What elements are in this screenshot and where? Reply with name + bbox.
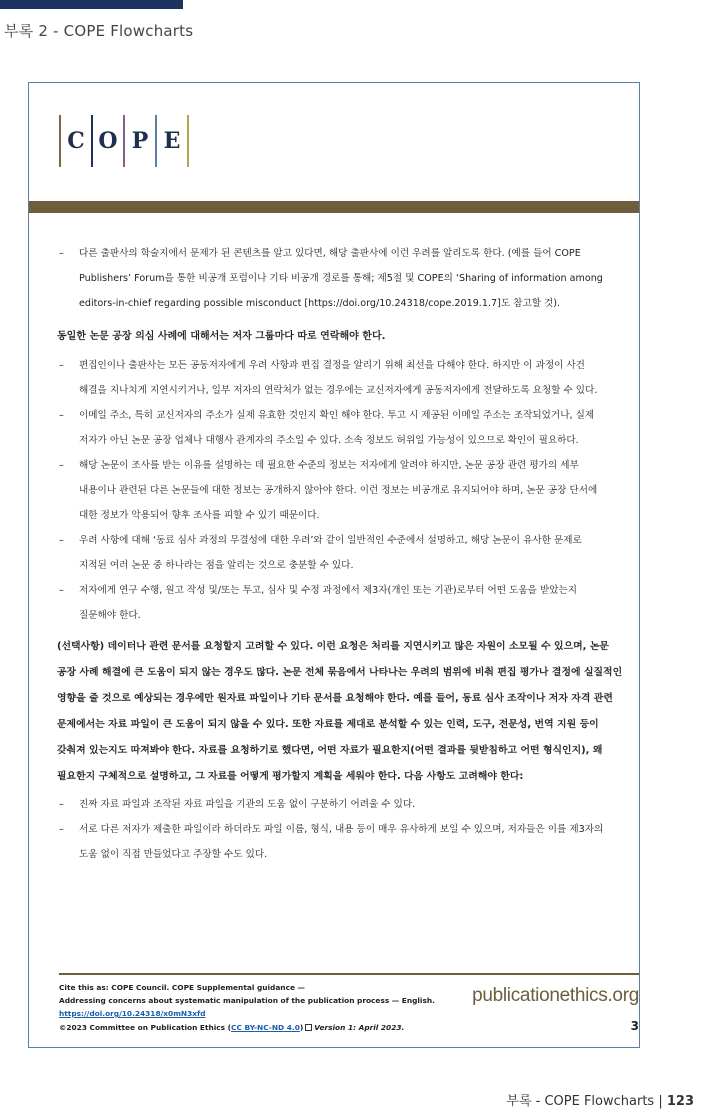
text-line: 편집인이나 출판사는 모든 공동저자에게 우려 사항과 편집 결정을 알리기 위해 최선을 다해야 한다. 하지만 이 과정이 사건 xyxy=(79,360,585,371)
text-line: editors-in-chief regarding possible misconduct [https://doi.org/10.24318/cope.2019.1.7]도 참고할 것). xyxy=(79,298,561,309)
text-line: (선택사항) 데이터나 관련 문서를 요청할지 고려할 수 있다. 이런 요청은 처리를 지연시키고 많은 자원이 소모될 수 있으며, 논문 xyxy=(57,641,609,652)
text-line: 진짜 자료 파일과 조작된 자료 파일을 기관의 도움 없이 구분하기 어려울 수 있다. xyxy=(79,799,416,810)
text-line: 우려 사항에 대해 ‘동료 심사 과정의 무결성에 대한 우려’와 같이 일반적인 수준에서 설명하고, 해당 논문이 유사한 문제로 xyxy=(79,535,582,546)
text-line: 지적된 여러 논문 중 하나라는 점을 알리는 것으로 충분할 수 있다. xyxy=(79,560,354,571)
inner-page-number: 3 xyxy=(630,1019,639,1033)
dash-bullet-icon: – xyxy=(59,535,64,546)
list-item xyxy=(57,453,623,528)
cope-logo xyxy=(59,115,189,167)
bold-paragraph xyxy=(57,634,623,790)
external-link-icon xyxy=(305,1024,312,1031)
logo-letter: P xyxy=(131,128,149,154)
text-line: 공장 사례 해결에 큰 도움이 되지 않는 경우도 많다. 논문 전체 묶음에서 나타나는 우려의 범위에 비춰 편집 평가나 결정에 실질적인 xyxy=(57,667,623,678)
dash-bullet-icon: – xyxy=(59,248,64,259)
logo-letter: E xyxy=(163,128,181,154)
dash-bullet-icon: – xyxy=(59,460,64,471)
text-line: 문제에서는 자료 파일이 큰 도움이 되지 않을 수 있다. 또한 자료를 제대로 분석할 수 있는 인력, 도구, 전문성, 번역 지원 등이 xyxy=(57,719,599,730)
bullet-list-3 xyxy=(57,792,623,867)
text-line: 서로 다른 저자가 제출한 파일이라 하더라도 파일 이름, 형식, 내용 등이 매우 유사하게 보일 수 있으며, 저자들은 이를 제3자의 xyxy=(79,824,604,835)
citation-line-2: Addressing concerns about systematic manipulation of the publication process — English. xyxy=(59,996,435,1005)
text-line: 해결을 지나치게 지연시키거나, 일부 저자의 연락처가 없는 경우에는 교신저자에게 공동저자에게 전달하도록 요청할 수 있다. xyxy=(79,385,598,396)
bullet-list-2 xyxy=(57,353,623,628)
license-link[interactable]: CC BY-NC-ND 4.0 xyxy=(231,1023,300,1032)
copyright-line xyxy=(59,1023,404,1032)
document-content xyxy=(57,241,623,867)
list-item xyxy=(57,241,623,316)
brand-band xyxy=(29,201,639,213)
dash-bullet-icon: – xyxy=(59,799,64,810)
text-line: 이메일 주소, 특히 교신저자의 주소가 실제 유효한 것인지 확인 해야 한다. 투고 시 제공된 이메일 주소는 조작되었거나, 실제 xyxy=(79,410,595,421)
top-accent-bar xyxy=(0,0,183,9)
text-line: 대한 정보가 악용되어 향후 조사를 피할 수 있기 때문이다. xyxy=(79,510,320,521)
text-line: 해당 논문이 조사를 받는 이유를 설명하는 데 필요한 수준의 정보는 저자에게 알려야 하지만, 논문 공장 관련 평가의 세부 xyxy=(79,460,579,471)
dash-bullet-icon: – xyxy=(59,585,64,596)
text-line: 도움 없이 직접 만들었다고 주장할 수도 있다. xyxy=(79,849,268,860)
document-frame xyxy=(28,82,640,1048)
site-url[interactable]: publicationethics.org xyxy=(472,985,639,1006)
text-line: 다른 출판사의 학술지에서 문제가 된 콘텐츠를 알고 있다면, 해당 출판사에 이런 우려를 알리도록 한다. (예를 들어 COPE xyxy=(79,248,581,259)
list-item xyxy=(57,792,623,817)
page-footer-text: 부록 - COPE Flowcharts | xyxy=(506,1094,667,1109)
dash-bullet-icon: – xyxy=(59,360,64,371)
copyright-suffix: ) xyxy=(299,1023,304,1032)
logo-letter: C xyxy=(67,128,85,154)
list-item xyxy=(57,403,623,453)
dash-bullet-icon: – xyxy=(59,410,64,421)
citation-line-1: Cite this as: COPE Council. COPE Supplemental guidance — xyxy=(59,983,305,992)
dash-bullet-icon: – xyxy=(59,824,64,835)
citation-block xyxy=(59,981,435,1020)
text-line: Publishers’ Forum을 통한 비공개 포럼이나 기타 비공개 경로를 통해; 제5절 및 COPE의 ‘Sharing of information among xyxy=(79,273,603,284)
footer-rule xyxy=(59,973,639,975)
copyright-prefix: ©2023 Committee on Publication Ethics ( xyxy=(59,1023,232,1032)
version-text: Version 1: April 2023. xyxy=(314,1023,405,1032)
list-item xyxy=(57,528,623,578)
bullet-list-1 xyxy=(57,241,623,316)
logo-bar xyxy=(187,115,189,167)
text-line: 영향을 줄 것으로 예상되는 경우에만 원자료 파일이나 기타 문서를 요청해야 한다. 예를 들어, 동료 심사 조작이나 저자 자격 관련 xyxy=(57,693,613,704)
text-line: 갖춰져 있는지도 따져봐야 한다. 자료를 요청하기로 했다면, 어떤 자료가 필요한지(어떤 결과를 뒷받침하고 어떤 형식인지), 왜 xyxy=(57,745,603,756)
text-line: 저자가 아닌 논문 공장 업체나 대행사 관계자의 주소일 수 있다. 소속 정보도 허위일 가능성이 있으므로 확인이 필요하다. xyxy=(79,435,579,446)
page-number: 123 xyxy=(666,1094,694,1109)
list-item xyxy=(57,353,623,403)
list-item xyxy=(57,578,623,628)
running-head: 부록 2 - COPE Flowcharts xyxy=(4,22,194,40)
doi-link[interactable]: https://doi.org/10.24318/x0mN3xfd xyxy=(59,1009,206,1018)
text-line: 질문해야 한다. xyxy=(79,610,141,621)
text-line: 저자에게 연구 수행, 원고 작성 및/또는 투고, 심사 및 수정 과정에서 제3자(개인 또는 기관)로부터 어떤 도움을 받았는지 xyxy=(79,585,578,596)
text-line: 내용이나 관련된 다른 논문들에 대한 정보는 공개하지 않아야 한다. 이런 정보는 비공개로 유지되어야 하며, 논문 공장 단서에 xyxy=(79,485,598,496)
text-line: 필요한지 구체적으로 설명하고, 그 자료를 어떻게 평가할지 계획을 세워야 한다. 다음 사항도 고려해야 한다: xyxy=(57,771,524,782)
logo-letter: O xyxy=(98,128,118,154)
list-item xyxy=(57,817,623,867)
section-heading: 동일한 논문 공장 의심 사례에 대해서는 저자 그룹마다 따로 연락해야 한다. xyxy=(57,331,386,342)
page-footer xyxy=(506,1090,694,1109)
